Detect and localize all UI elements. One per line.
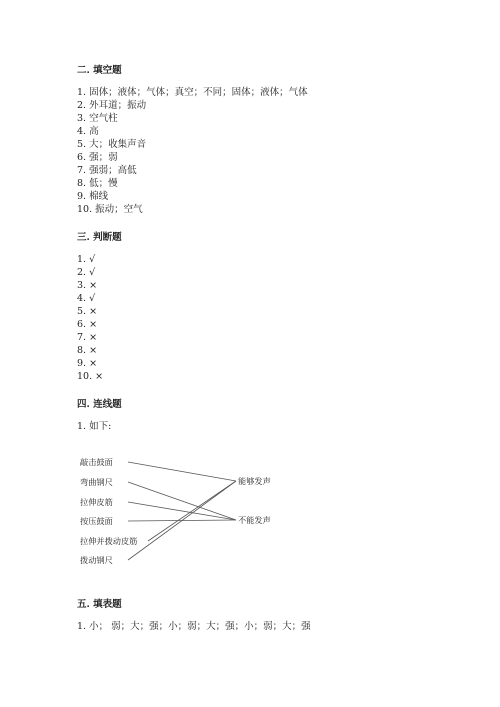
judge-answer-4: 4. √ [77,293,96,304]
fill-answer-2: 2. 外耳道；振动 [77,100,147,111]
judge-answer-9: 9. × [77,358,98,369]
fill-answer-3: 3. 空气柱 [77,113,118,124]
judge-answer-1: 1. √ [77,254,96,265]
fill-answer-5: 5. 大；收集声音 [77,139,147,150]
table-answer-1: 1. 小； 弱；大；强；小；弱；大；强；小；弱；大；强 [77,621,311,632]
left-item-2: 弯曲钢尺 [80,477,113,487]
left-item-6: 拨动钢尺 [80,555,113,565]
connection-line [128,482,236,520]
judge-answer-5: 5. × [77,306,98,317]
judge-answer-10: 10. × [77,371,104,382]
right-item-2: 不能发声 [238,515,271,525]
left-item-5: 拉伸并拨动皮筋 [80,536,138,546]
fill-answer-8: 8. 低；慢 [77,178,118,189]
fill-answer-6: 6. 强；弱 [77,152,118,163]
judge-answer-6: 6. × [77,319,98,330]
left-item-1: 敲击鼓面 [80,457,113,467]
section-title-matching: 四. 连线题 [77,399,122,410]
fill-answer-4: 4. 高 [77,126,99,137]
left-item-3: 拉伸皮筋 [80,497,113,507]
section-title-judge: 三. 判断题 [77,232,122,243]
judge-answer-2: 2. √ [77,267,96,278]
fill-answer-7: 7. 强弱；高低 [77,165,137,176]
connection-line [128,462,236,481]
fill-answer-9: 9. 棉线 [77,191,109,202]
judge-answer-8: 8. × [77,345,98,356]
left-item-4: 按压鼓面 [80,516,113,526]
connection-line [128,502,236,520]
matching-intro: 1. 如下: [77,421,112,432]
fill-answer-1: 1. 固体；液体；气体；真空；不同；固体；液体；气体 [77,87,308,98]
matching-diagram [70,450,320,575]
connection-line [148,481,236,541]
section-title-table: 五. 填表题 [77,599,122,610]
fill-answer-10: 10. 振动；空气 [77,204,143,215]
section-title-fill-blank: 二. 填空题 [77,65,122,76]
judge-answer-7: 7. × [77,332,98,343]
judge-answer-3: 3. × [77,280,98,291]
right-item-1: 能够发声 [238,476,271,486]
